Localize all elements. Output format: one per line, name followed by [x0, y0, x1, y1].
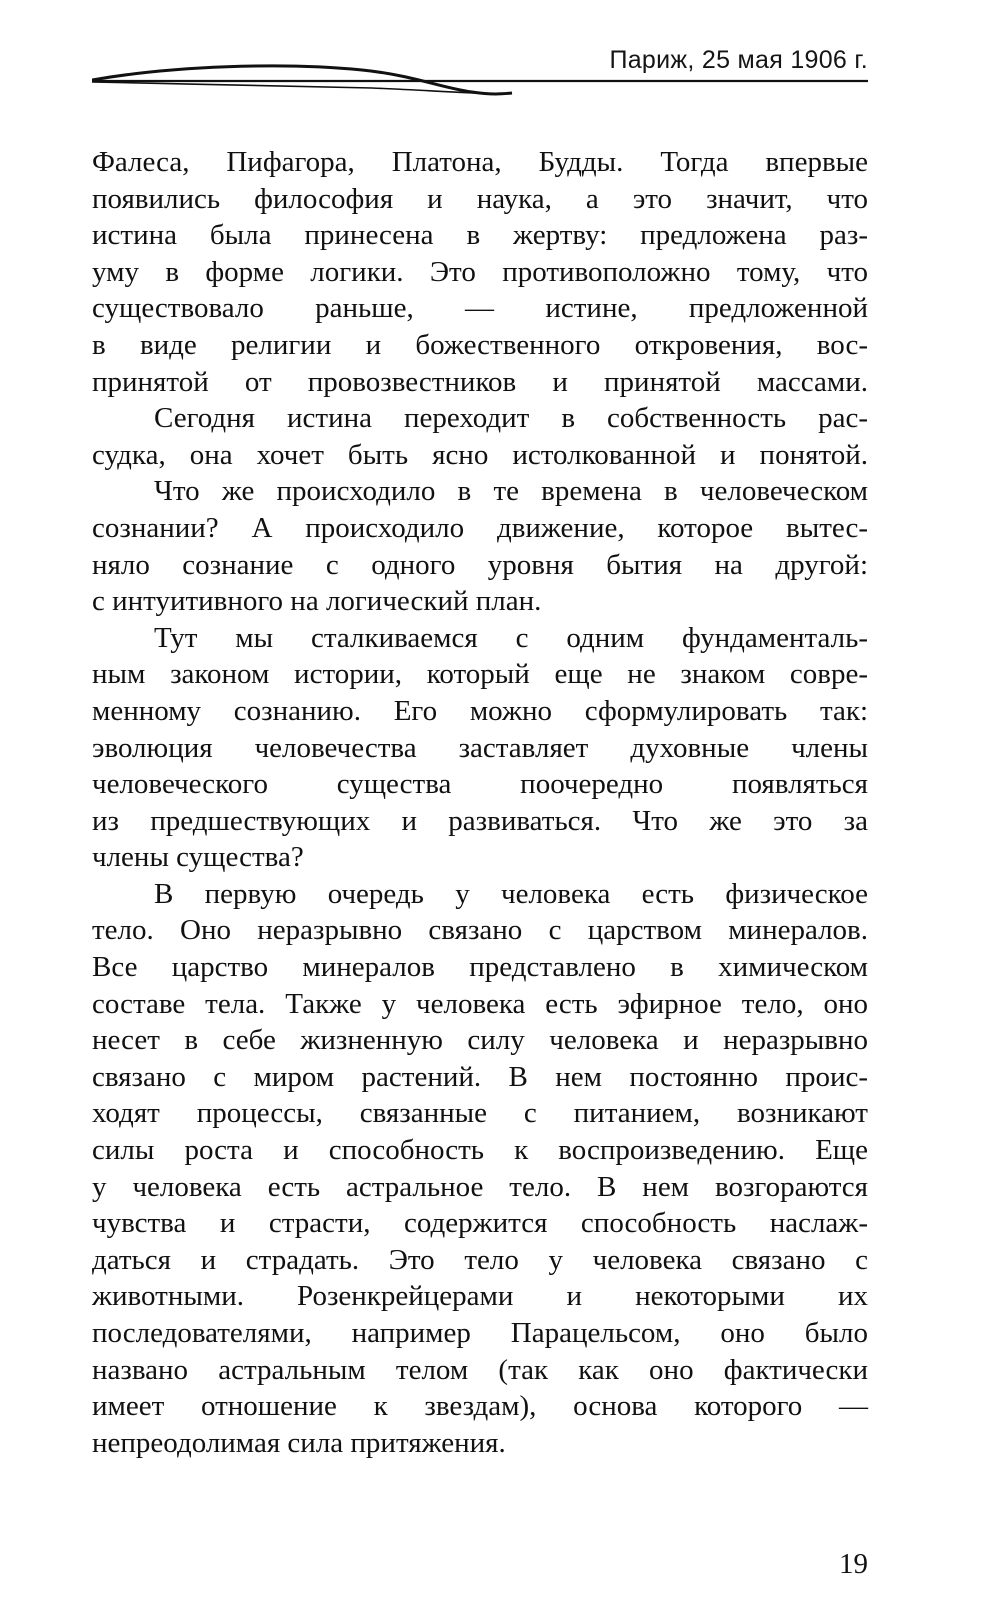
text-line: ходят процессы, связанные с питанием, возникают [92, 1097, 868, 1130]
text-line: принятой от провозвестников и принятой массами. [92, 365, 868, 398]
text-line: в виде религии и божественного откровения, вос- [92, 328, 868, 361]
text-line: составе тела. Также у человека есть эфирное тело, оно [92, 987, 868, 1020]
text-line: непреодолимая сила притяжения. [92, 1426, 506, 1459]
text-line: уму в форме логики. Это противоположно тому, что [92, 255, 868, 288]
text-line: сознании? А происходило движение, которое вытес- [92, 511, 868, 544]
text-line: чувства и страсти, содержится способность наслаж- [92, 1207, 868, 1240]
text-line: несет в себе жизненную силу человека и неразрывно [92, 1024, 868, 1057]
text-line: Сегодня истина переходит в собственность рас- [154, 402, 868, 435]
running-header [92, 44, 868, 104]
text-line: названо астральным телом (так как оно фактически [92, 1353, 868, 1386]
text-line: истина была принесена в жертву: предложена раз- [92, 219, 868, 252]
text-line: Тут мы сталкиваемся с одним фундаменталь- [154, 621, 868, 654]
text-line: Что же происходило в те времена в человеческом [154, 475, 868, 508]
text-line: из предшествующих и развиваться. Что же это за [92, 804, 868, 837]
text-line: силы роста и способность к воспроизведению. Еще [92, 1134, 868, 1167]
text-line: В первую очередь у человека есть физическое [154, 877, 868, 910]
text-line: у человека есть астральное тело. В нем возгораются [92, 1170, 868, 1203]
text-line: имеет отношение к звездам), основа которого — [92, 1390, 868, 1423]
text-line: ным законом истории, который еще не знаком совре- [92, 658, 868, 691]
text-line: Фалеса, Пифагора, Платона, Будды. Тогда впервые [92, 146, 868, 178]
running-title: Париж, 25 мая 1906 г. [609, 46, 868, 74]
text-line: человеческого существа поочередно появляться [92, 768, 868, 801]
text-line: няло сознание с одного уровня бытия на другой: [92, 548, 868, 581]
text-line: судка, она хочет быть ясно истолкованной и понятой. [92, 438, 868, 471]
text-line: существовало раньше, — истине, предложенной [92, 292, 868, 325]
text-line: члены существа? [92, 841, 304, 874]
body-text [92, 144, 868, 1461]
text-line: животными. Розенкрейцерами и некоторыми их [92, 1280, 868, 1313]
text-line: Все царство минералов представлено в химическом [92, 951, 868, 984]
text-line: появились философия и наука, а это значит, что [92, 182, 868, 215]
text-line: даться и страдать. Это тело у человека связано с [92, 1243, 868, 1276]
text-line: менному сознанию. Его можно сформулировать так: [92, 694, 868, 727]
text-line: связано с миром растений. В нем постоянно проис- [92, 1060, 868, 1093]
text-line: тело. Оно неразрывно связано с царством минералов. [92, 914, 868, 947]
text-line: последователями, например Парацельсом, оно было [92, 1317, 868, 1349]
text-line: эволюция человечества заставляет духовные члены [92, 731, 868, 764]
text-line: с интуитивного на логический план. [92, 585, 542, 618]
page-number: 19 [839, 1548, 868, 1580]
